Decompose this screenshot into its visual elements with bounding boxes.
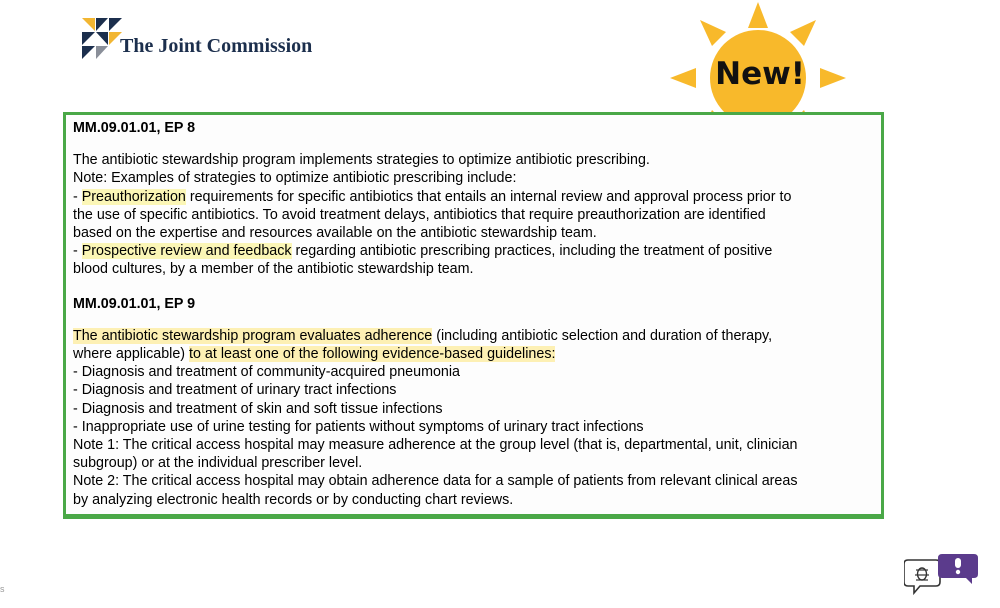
highlight-preauthorization: Preauthorization (81, 188, 186, 205)
edge-mark: s (0, 584, 5, 594)
body-line: The antibiotic stewardship program implements strategies to optimize antibiotic prescribing. (73, 152, 650, 169)
list-item-preauthorization (73, 188, 875, 206)
guideline-item: - Diagnosis and treatment of urinary tract infections (73, 382, 397, 399)
highlight-evidence-based-guidelines: to at least one of the following evidence-based guidelines: (189, 346, 556, 363)
body-line: Note: Examples of strategies to optimize antibiotic prescribing include: (73, 170, 517, 187)
standard-text-panel (63, 112, 884, 519)
body-text: where applicable) (73, 346, 190, 363)
section-heading-ep9: MM.09.01.01, EP 9 (73, 295, 196, 312)
guideline-item: - Inappropriate use of urine testing for patients without symptoms of urinary tract infections (73, 418, 644, 435)
body-text: requirements for specific antibiotics that entails an internal review and approval process prior to (185, 188, 792, 205)
list-item-prospective-review (73, 242, 875, 260)
body-line: based on the expertise and resources available on the antibiotic stewardship team. (73, 225, 597, 242)
logo-text: The Joint Commission (120, 35, 313, 57)
note-1-cont: subgroup) or at the individual prescriber level. (73, 455, 363, 472)
guideline-item: - Diagnosis and treatment of community-acquired pneumonia (73, 364, 461, 381)
highlight-prospective-review: Prospective review and feedback (81, 243, 292, 260)
bullet: - (73, 188, 82, 205)
logo-mark-icon (82, 18, 122, 60)
bullet: - (73, 243, 82, 260)
body-text: (including antibiotic selection and duration of therapy, (432, 327, 773, 344)
body-line: blood cultures, by a member of the antibiotic stewardship team. (73, 261, 474, 278)
new-badge-label: New! (715, 56, 805, 92)
body-text: regarding antibiotic prescribing practices, including the treatment of positive (291, 243, 773, 260)
feedback-bug-icon[interactable] (904, 552, 982, 596)
note-1: Note 1: The critical access hospital may measure adherence at the group level (that is, departmental, unit, clinician (73, 437, 798, 454)
lead-line (73, 327, 875, 345)
note-2: Note 2: The critical access hospital may obtain adherence data for a sample of patients from relevant clinical areas (73, 473, 798, 490)
joint-commission-logo (82, 18, 322, 66)
section-heading-ep8: MM.09.01.01, EP 8 (73, 120, 196, 136)
body-line: the use of specific antibiotics. To avoid treatment delays, antibiotics that require preauthorization are identified (73, 206, 766, 223)
highlight-evaluates-adherence: The antibiotic stewardship program evaluates adherence (73, 327, 433, 344)
guideline-item: - Diagnosis and treatment of skin and soft tissue infections (73, 400, 443, 417)
lead-line-2 (73, 345, 875, 363)
note-2-cont: by analyzing electronic health records or by conducting chart reviews. (73, 491, 514, 508)
